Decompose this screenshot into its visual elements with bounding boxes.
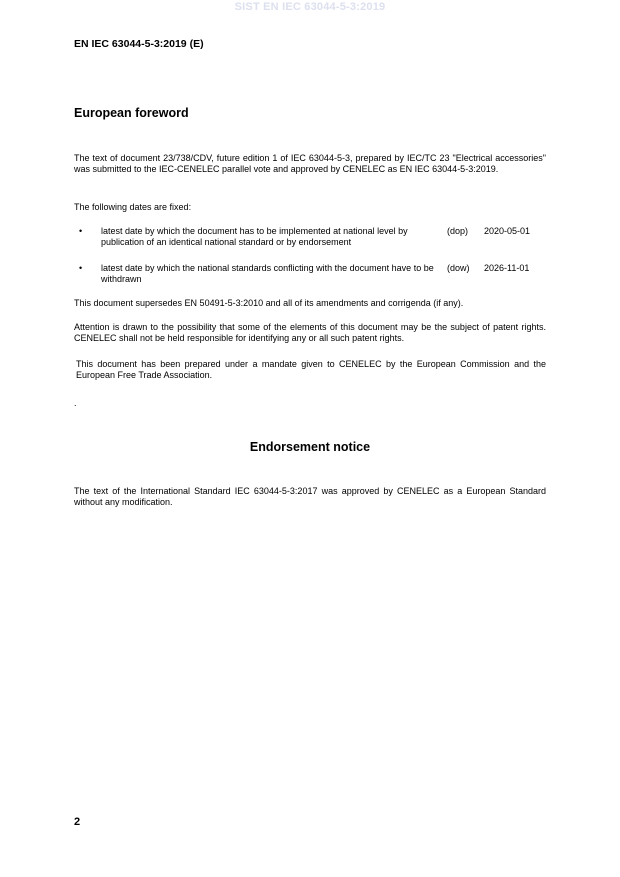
document-id: EN IEC 63044-5-3:2019 (E) bbox=[74, 38, 204, 50]
date-value: 2026-11-01 bbox=[484, 263, 530, 273]
patent-attention-paragraph: Attention is drawn to the possibility that some of the elements of this document may be the subject of patent rights. CENELEC shall not be held responsible for identifying any or all such patent rights. bbox=[74, 322, 546, 344]
endorsement-heading: Endorsement notice bbox=[249, 440, 371, 454]
date-description: latest date by which the document has to be implemented at national level by publication of an identical national standard or by endorsement bbox=[101, 226, 408, 248]
watermark-text: SIST EN IEC 63044-5-3:2019 bbox=[234, 1, 386, 13]
foreword-heading: European foreword bbox=[74, 106, 189, 120]
date-code: (dop) bbox=[447, 226, 469, 236]
date-description: latest date by which the national standards conflicting with the document have to be withdrawn bbox=[101, 263, 434, 285]
dates-intro-paragraph: The following dates are fixed: bbox=[74, 202, 192, 212]
bullet-icon: • bbox=[79, 263, 83, 273]
endorsement-paragraph: The text of the International Standard IEC 63044-5-3:2017 was approved by CENELEC as a European Standard without any modification. bbox=[74, 486, 546, 508]
date-value: 2020-05-01 bbox=[484, 226, 531, 236]
mandate-paragraph: This document has been prepared under a mandate given to CENELEC by the European Commission and the European Free Trade Association. bbox=[76, 359, 546, 381]
date-code: (dow) bbox=[447, 263, 470, 273]
stray-dot: . bbox=[74, 398, 77, 408]
page-number: 2 bbox=[74, 816, 81, 828]
foreword-intro-paragraph: The text of document 23/738/CDV, future edition 1 of IEC 63044-5-3, prepared by IEC/TC 23 "Electrical accessories" was submitted to the IEC-CENELEC parallel vote and approved by CENELEC as EN IEC 63044-5-3:2019. bbox=[74, 153, 546, 175]
bullet-icon: • bbox=[79, 226, 83, 236]
supersedes-paragraph: This document supersedes EN 50491-5-3:2010 and all of its amendments and corrigenda (if any). bbox=[74, 298, 464, 308]
